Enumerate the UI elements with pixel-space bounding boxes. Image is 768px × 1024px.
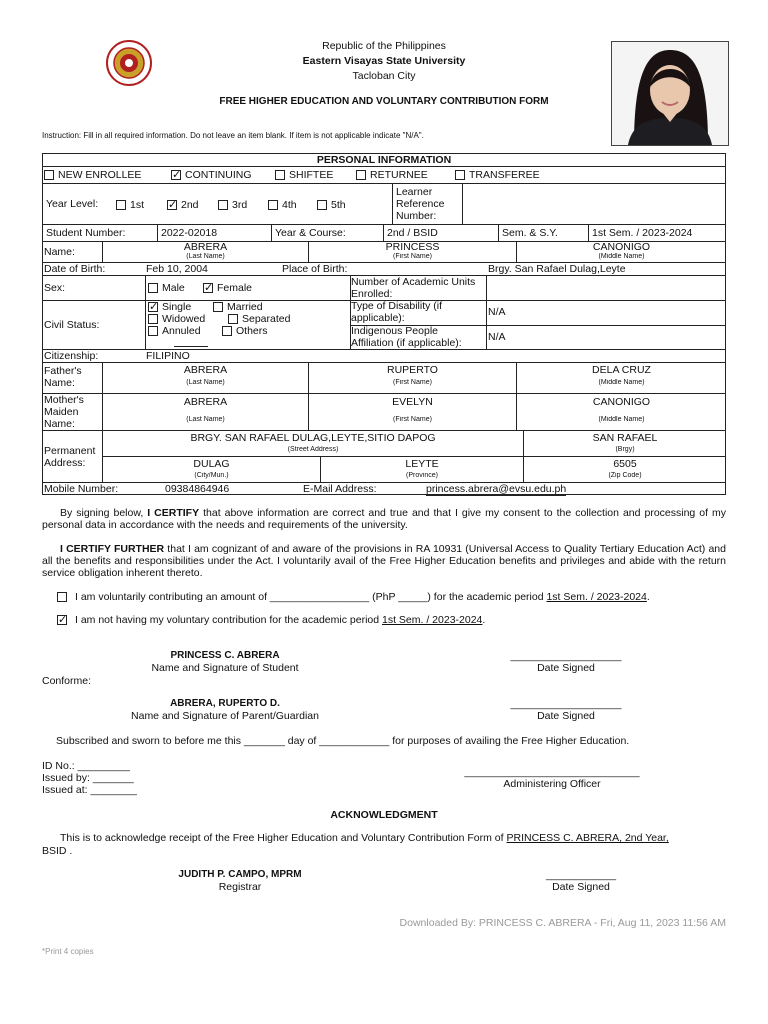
checkbox-single[interactable] xyxy=(148,302,158,312)
first-name-caption: (First Name) xyxy=(393,253,432,260)
civil-separated[interactable]: Separated xyxy=(228,313,290,325)
student-signature-name: PRINCESS C. ABRERA xyxy=(170,650,280,661)
student-photo xyxy=(611,41,729,146)
checkbox-year-1st[interactable] xyxy=(116,200,126,210)
civil-single[interactable]: ✓Single xyxy=(148,301,191,313)
civil-status-label: Civil Status: xyxy=(44,319,100,331)
enroll-returnee[interactable]: RETURNEE xyxy=(356,169,428,181)
zip-value[interactable]: 6505 xyxy=(613,458,637,470)
ack-date-label: Date Signed xyxy=(552,881,610,893)
disability-label: Type of Disability (if applicable): xyxy=(351,300,443,324)
disability-value[interactable]: N/A xyxy=(488,306,506,318)
father-middle[interactable]: DELA CRUZ xyxy=(592,364,651,376)
city-label: Tacloban City xyxy=(352,70,416,82)
street-caption: (Street Address) xyxy=(287,446,339,453)
officer-label: Administering Officer xyxy=(503,778,601,790)
checkbox-transferee[interactable] xyxy=(455,170,465,180)
university-seal xyxy=(100,40,158,86)
sworn-text: Subscribed and sworn to before me this _______ day of ____________ for purposes of availing the Free Higher Education. xyxy=(56,735,630,747)
mobile-value[interactable]: 09384864946 xyxy=(165,483,230,495)
dob-value[interactable]: Feb 10, 2004 xyxy=(146,263,208,275)
middle-name-caption: (Middle Name) xyxy=(598,253,645,260)
ip-value[interactable]: N/A xyxy=(488,331,506,343)
conforme-label: Conforme: xyxy=(42,675,92,687)
checkbox-new-enrollee[interactable] xyxy=(44,170,54,180)
mobile-label: Mobile Number: xyxy=(44,483,119,495)
student-signature-caption: Name and Signature of Student xyxy=(151,662,299,674)
checkbox-married[interactable] xyxy=(213,302,223,312)
certify-paragraph: By signing below, I CERTIFY that above information are correct and true and that I give my consent to the collection and processing of my personal data in accordance with the needs and requirements of the university. xyxy=(42,507,726,531)
father-middle-caption: (Middle Name) xyxy=(598,379,645,386)
ip-label: Indigenous People Affiliation (if applicable): xyxy=(351,325,462,349)
province-caption: (Province) xyxy=(406,472,438,479)
parent-signature-name: ABRERA, RUPERTO D. xyxy=(170,698,280,709)
issued-at: Issued at: ________ xyxy=(42,784,138,796)
last-name-value[interactable]: ABRERA xyxy=(183,241,228,253)
email-label: E-Mail Address: xyxy=(303,483,377,495)
pob-label: Place of Birth: xyxy=(282,263,348,275)
year-4th[interactable]: 4th xyxy=(268,199,297,211)
mother-last-caption: (Last Name) xyxy=(186,416,225,423)
checkbox-continuing[interactable] xyxy=(171,170,181,180)
download-stamp: Downloaded By: PRINCESS C. ABRERA - Fri, Aug 11, 2023 11:56 AM xyxy=(399,917,726,929)
enroll-transferee[interactable]: TRANSFEREE xyxy=(455,169,540,181)
mother-last[interactable]: ABRERA xyxy=(183,396,228,408)
parent-signature-caption: Name and Signature of Parent/Guardian xyxy=(131,710,319,722)
last-name-caption: (Last Name) xyxy=(186,253,225,260)
first-name-value[interactable]: PRINCESS xyxy=(385,241,440,253)
city-value[interactable]: DULAG xyxy=(193,458,230,470)
registrar-label: Registrar xyxy=(218,881,262,893)
id-no: ID No.: _________ xyxy=(42,760,131,772)
student-date-label: Date Signed xyxy=(537,662,595,674)
student-number-value[interactable]: 2022-02018 xyxy=(161,227,218,239)
form-title: FREE HIGHER EDUCATION AND VOLUNTARY CONTRIBUTION FORM xyxy=(219,96,549,107)
year-1st[interactable]: 1st xyxy=(116,199,144,211)
ack-date-line: ____________ xyxy=(545,869,617,881)
checkbox-shiftee[interactable] xyxy=(275,170,285,180)
contribution-option-1[interactable]: I am voluntarily contributing an amount of _________________ (PhP _____) for the academic period 1st Sem. / 2023-2024. xyxy=(57,591,650,603)
republic-label: Republic of the Philippines xyxy=(322,40,446,52)
checkbox-widowed[interactable] xyxy=(148,314,158,324)
contribution-option-2[interactable]: ✓I am not having my voluntary contribution for the academic period 1st Sem. / 2023-2024. xyxy=(57,614,485,626)
father-last-caption: (Last Name) xyxy=(186,379,225,386)
civil-others[interactable]: Others xyxy=(222,325,268,337)
checkbox-returnee[interactable] xyxy=(356,170,366,180)
parent-date-line: ___________________ xyxy=(510,698,622,710)
year-course-value[interactable]: 2nd / BSID xyxy=(387,227,438,239)
email-value[interactable]: princess.abrera@evsu.edu.ph xyxy=(426,483,567,495)
year-5th[interactable]: 5th xyxy=(317,199,346,211)
father-last[interactable]: ABRERA xyxy=(183,364,228,376)
registrar-name: JUDITH P. CAMPO, MPRM xyxy=(178,869,302,880)
checkbox-year-2nd[interactable] xyxy=(167,200,177,210)
lrn-label: Learner Reference Number: xyxy=(396,186,445,222)
checkbox-annuled[interactable] xyxy=(148,326,158,336)
zip-caption: (Zip Code) xyxy=(608,472,642,479)
name-label: Name: xyxy=(44,246,75,258)
checkbox-male[interactable] xyxy=(148,283,158,293)
dob-label: Date of Birth: xyxy=(44,263,106,275)
certify-further-paragraph: I CERTIFY FURTHER that I am cognizant of and aware of the provisions in RA 10931 (Universal Access to Quality Tertiary Education Act) and all the benefits and responsibilities under the Act. I voluntarily avail of the Free Higher Education benefits and privileges and abide with the return service obligation inherent thereto. xyxy=(42,543,726,579)
enroll-continuing[interactable]: ✓ CONTINUING xyxy=(171,169,252,181)
city-caption: (City/Mun.) xyxy=(194,472,229,479)
university-name: Eastern Visayas State University xyxy=(302,55,466,67)
instruction-text: Instruction: Fill in all required information. Do not leave an item blank. If item is not applicable indicate "N/A". xyxy=(42,131,424,140)
province-value[interactable]: LEYTE xyxy=(405,458,439,470)
sex-male[interactable]: Male xyxy=(148,282,185,294)
mother-first[interactable]: EVELYN xyxy=(392,396,433,408)
sem-value[interactable]: 1st Sem. / 2023-2024 xyxy=(592,227,693,239)
mother-label: Mother's Maiden Name: xyxy=(44,394,84,430)
checkbox-not-contributing[interactable] xyxy=(57,615,67,625)
civil-annuled[interactable]: Annuled xyxy=(148,325,201,337)
father-first[interactable]: RUPERTO xyxy=(387,364,438,376)
checkbox-year-3rd[interactable] xyxy=(218,200,228,210)
checkbox-others[interactable] xyxy=(222,326,232,336)
sex-label: Sex: xyxy=(44,282,66,294)
father-label: Father's Name: xyxy=(44,365,82,389)
citizenship-value[interactable]: FILIPINO xyxy=(146,350,190,362)
civil-married[interactable]: Married xyxy=(213,301,263,313)
civil-widowed[interactable]: Widowed xyxy=(148,313,205,325)
pob-value[interactable]: Brgy. San Rafael Dulag,Leyte xyxy=(488,263,626,275)
brgy-caption: (Brgy) xyxy=(615,446,635,453)
ack-text-2: BSID . xyxy=(42,845,73,857)
year-level-label: Year Level: xyxy=(46,198,99,210)
enroll-shiftee[interactable]: SHIFTEE xyxy=(275,169,333,181)
section-title: PERSONAL INFORMATION xyxy=(316,154,452,166)
units-label: Number of Academic Units Enrolled: xyxy=(351,276,476,300)
print-copies-note: *Print 4 copies xyxy=(42,947,94,956)
checkbox-female[interactable] xyxy=(203,283,213,293)
ack-text: This is to acknowledge receipt of the Free Higher Education and Voluntary Contribution Form of PRINCESS C. ABRERA, 2nd Year, xyxy=(60,832,669,844)
sem-label: Sem. & S.Y. xyxy=(502,227,558,239)
middle-name-value[interactable]: CANONIGO xyxy=(592,241,651,253)
student-number-label: Student Number: xyxy=(46,227,126,239)
checkbox-year-5th[interactable] xyxy=(317,200,327,210)
parent-date-label: Date Signed xyxy=(537,710,595,722)
checkbox-contributing[interactable] xyxy=(57,592,67,602)
mother-first-caption: (First Name) xyxy=(393,416,432,423)
address-label: Permanent Address: xyxy=(44,445,96,469)
year-2nd[interactable]: ✓ 2nd xyxy=(167,199,199,211)
mother-middle[interactable]: CANONIGO xyxy=(592,396,651,408)
year-course-label: Year & Course: xyxy=(275,227,346,239)
sex-female[interactable]: ✓ Female xyxy=(203,282,252,294)
street-value[interactable]: BRGY. SAN RAFAEL DULAG,LEYTE,SITIO DAPOG xyxy=(190,432,436,444)
checkbox-year-4th[interactable] xyxy=(268,200,278,210)
issued-by: Issued by: _______ xyxy=(42,772,134,784)
year-3rd[interactable]: 3rd xyxy=(218,199,247,211)
ack-title: ACKNOWLEDGMENT xyxy=(330,809,438,821)
father-first-caption: (First Name) xyxy=(393,379,432,386)
brgy-value[interactable]: SAN RAFAEL xyxy=(592,432,658,444)
enroll-new[interactable]: NEW ENROLLEE xyxy=(44,169,141,181)
officer-line: ______________________________ xyxy=(464,766,640,778)
mother-middle-caption: (Middle Name) xyxy=(598,416,645,423)
student-date-line: ___________________ xyxy=(510,650,622,662)
checkbox-separated[interactable] xyxy=(228,314,238,324)
citizenship-label: Citizenship: xyxy=(44,350,99,362)
